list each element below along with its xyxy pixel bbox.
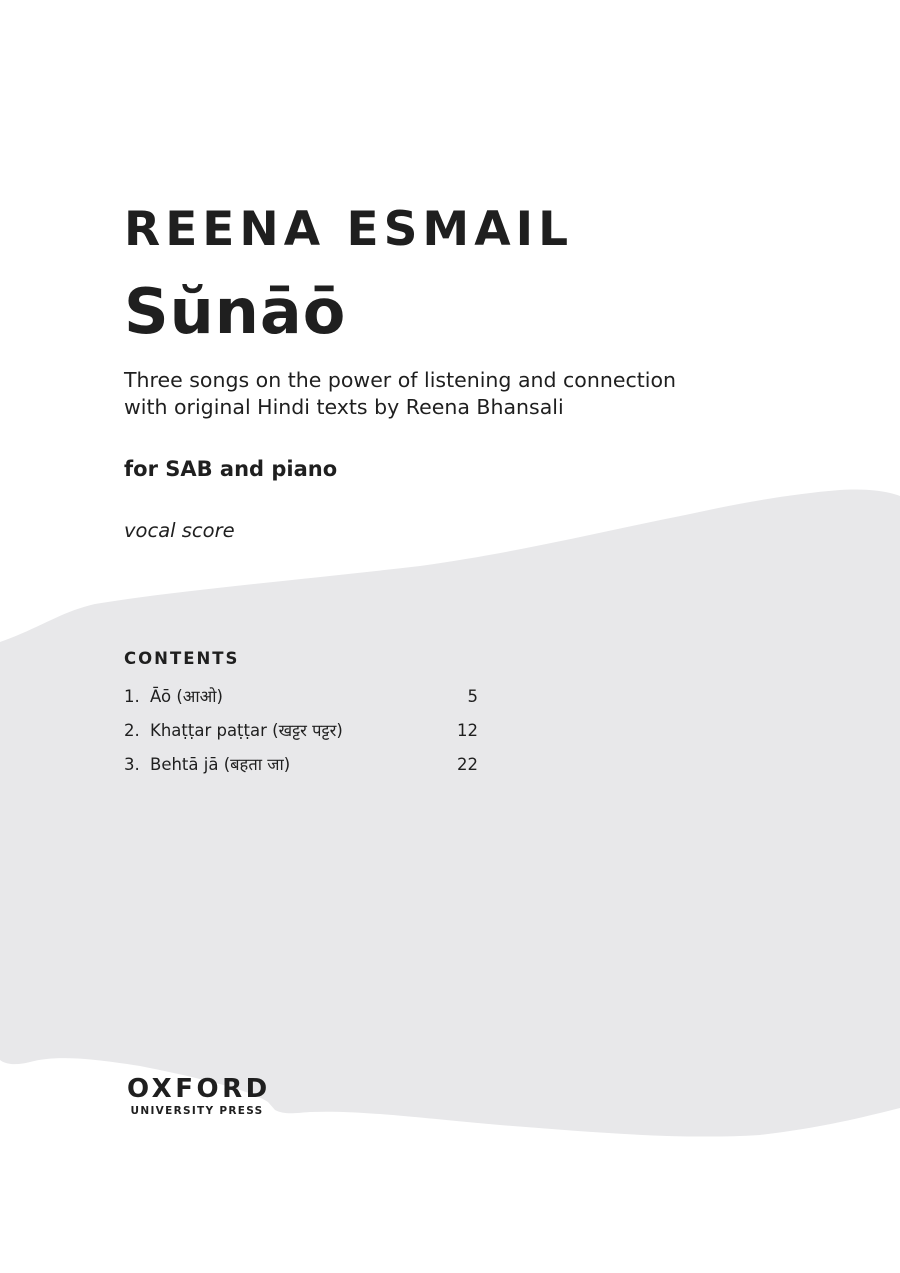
publisher-subname: UNIVERSITY PRESS xyxy=(130,1105,264,1117)
work-subtitle xyxy=(124,367,676,421)
contents-item xyxy=(124,751,478,785)
edition-type: vocal score xyxy=(124,519,235,542)
subtitle-line: Three songs on the power of listening and connection xyxy=(124,368,676,392)
item-number: 3. xyxy=(124,755,140,774)
contents-list xyxy=(124,683,478,785)
publisher-logo xyxy=(124,1074,270,1118)
item-page: 5 xyxy=(467,687,478,706)
item-number: 2. xyxy=(124,721,140,740)
item-title: Khaṭṭar paṭṭar (खट्टर पट्टर) xyxy=(150,721,343,740)
contents-item xyxy=(124,683,478,717)
work-title: Sŭnāō xyxy=(124,275,347,348)
item-page: 12 xyxy=(457,721,478,740)
item-page: 22 xyxy=(457,755,478,774)
contents-item xyxy=(124,717,478,751)
item-title: Āō (आओ) xyxy=(150,687,223,706)
item-title: Behtā jā (बहता जा) xyxy=(150,755,291,774)
subtitle-line: with original Hindi texts by Reena Bhansali xyxy=(124,395,564,419)
publisher-name: OXFORD xyxy=(127,1074,271,1104)
voicing: for SAB and piano xyxy=(124,457,338,481)
contents-heading: CONTENTS xyxy=(124,649,240,668)
item-number: 1. xyxy=(124,687,140,706)
composer-name: REENA ESMAIL xyxy=(124,202,574,257)
